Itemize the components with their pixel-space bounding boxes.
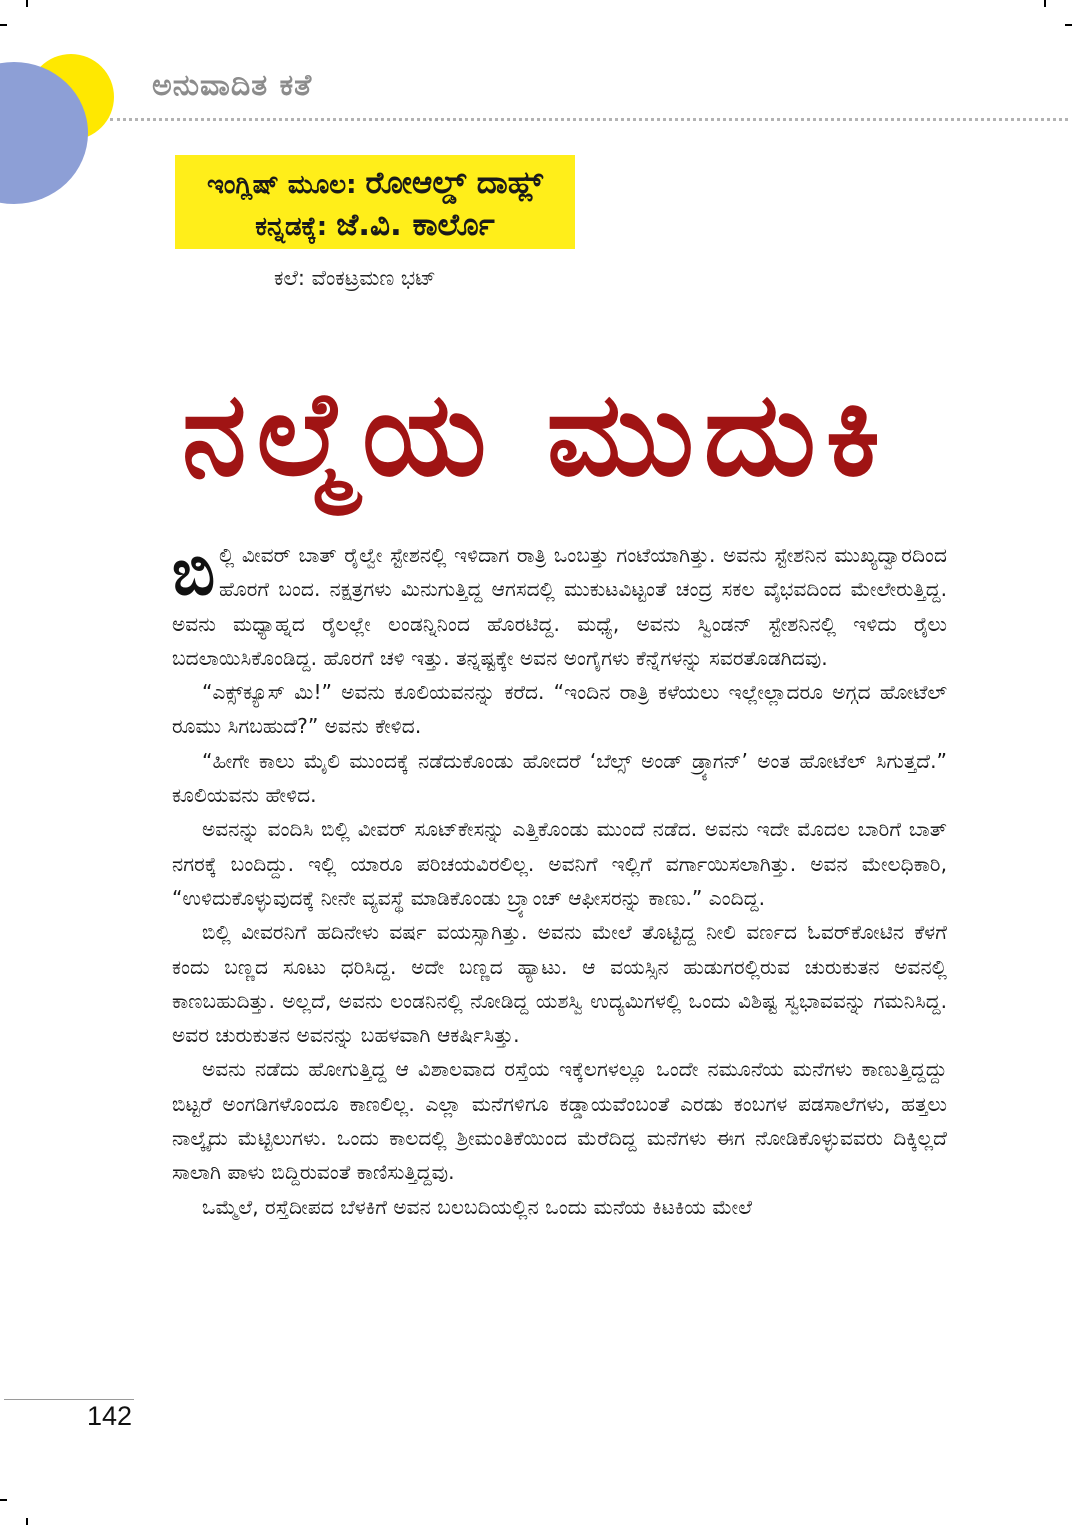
art-credit: ಕಲೆ: ವೆಂಕಟ್ರಮಣ ಭಟ್ [274, 266, 436, 290]
crop-mark [26, 0, 28, 7]
crop-mark [0, 1499, 7, 1501]
crop-mark [0, 24, 7, 26]
crop-mark [26, 1518, 28, 1525]
original-credit [175, 163, 575, 205]
page-number: 142 [87, 1401, 133, 1431]
paragraph: “ಎಕ್ಸ್‌ಕ್ಯೂಸ್ ಮಿ!” ಅವನು ಕೂಲಿಯವನನ್ನು ಕರೆದ. “ಇಂದಿನ ರಾತ್ರಿ ಕಳೆಯಲು ಇಲ್ಲೇಲ್ಲಾದರೂ ಅಗ್ಗದ ಹೋಟೆಲ್ ರೂಮು ಸಿಗಬಹುದೆ?” ಅವನು ಕೇಳಿದ. [172, 680, 947, 739]
dotted-divider [110, 118, 1068, 121]
drop-cap: ಬಿ [172, 536, 216, 610]
section-label: ಅನುವಾದಿತ ಕತೆ [152, 68, 313, 103]
paragraph-text: ಲ್ಲಿ ವೀವರ್ ಬಾತ್ ರೈಲ್ವೇ ಸ್ಟೇಶನಲ್ಲಿ ಇಳಿದಾಗ ರಾತ್ರಿ ಒಂಬತ್ತು ಗಂಟೆಯಾಗಿತ್ತು. ಅವನು ಸ್ಟೇಶನಿನ ಮುಖ್ಯದ್ವಾರದಿಂದ ಹೊರಗೆ ಬಂದ. ನಕ್ಷತ್ರಗಳು ಮಿನುಗುತ್ತಿದ್ದ ಆಗಸದಲ್ಲಿ ಮುಕುಟವಿಟ್ಟಂತೆ ಚಂದ್ರ ಸಕಲ ವೈಭವದಿಂದ ಮೇಲೇರುತ್ತಿದ್ದ. ಅವನು ಮಧ್ಯಾಹ್ನದ ರೈಲಲ್ಲೇ ಲಂಡನ್ನಿನಿಂದ ಹೊರಟಿದ್ದ. ಮಧ್ಯೆ, ಅವನು ಸ್ವಿಂಡನ್ ಸ್ಟೇಶನಿನಲ್ಲಿ ಇಳಿದು ರೈಲು ಬದಲಾಯಿಸಿಕೊಂಡಿದ್ದ. ಹೊರಗೆ ಚಳಿ ಇತ್ತು. ತನ್ನಷ್ಟಕ್ಕೇ ಅವನ ಅಂಗೈಗಳು ಕೆನ್ನೆಗಳನ್ನು ಸವರತೊಡಗಿದವು. [172, 543, 947, 670]
paragraph: ಅವನು ನಡೆದು ಹೋಗುತ್ತಿದ್ದ ಆ ವಿಶಾಲವಾದ ರಸ್ತೆಯ ಇಕ್ಕೆಲಗಳಲ್ಲೂ ಒಂದೇ ನಮೂನೆಯ ಮನೆಗಳು ಕಾಣುತ್ತಿದ್ದದ್ದು ಬಿಟ್ಟರೆ ಅಂಗಡಿಗಳೊಂದೂ ಕಾಣಲಿಲ್ಲ. ಎಲ್ಲಾ ಮನೆಗಳಿಗೂ ಕಡ್ಡಾಯವೆಂಬಂತೆ ಎರಡು ಕಂಬಗಳ ಪಡಸಾಲೆಗಳು, ಹತ್ತಲು ನಾಲ್ಕೈದು ಮೆಟ್ಟಿಲುಗಳು. ಒಂದು ಕಾಲದಲ್ಲಿ ಶ್ರೀಮಂತಿಕೆಯಿಂದ ಮೆರೆದಿದ್ದ ಮನೆಗಳು ಈಗ ನೋಡಿಕೊಳ್ಳುವವರು ದಿಕ್ಕಿಲ್ಲದೆ ಸಾಲಾಗಿ ಪಾಳು ಬಿದ್ದಿರುವಂತೆ ಕಾಣಿಸುತ್ತಿದ್ದವು. [172, 1057, 947, 1185]
story-body [172, 538, 947, 1224]
crop-mark [1044, 0, 1046, 7]
original-prefix: ಇಂಗ್ಲಿಷ್ ಮೂಲ: [207, 170, 357, 200]
page-number-rule [4, 1399, 134, 1400]
translator-credit [175, 205, 575, 247]
paragraph: ಅವನನ್ನು ವಂದಿಸಿ ಬಿಲ್ಲಿ ವೀವರ್ ಸೂಟ್‌ಕೇಸನ್ನು ಎತ್ತಿಕೊಂಡು ಮುಂದೆ ನಡೆದ. ಅವನು ಇದೇ ಮೊದಲ ಬಾರಿಗೆ ಬಾತ್ ನಗರಕ್ಕೆ ಬಂದಿದ್ದು. ಇಲ್ಲಿ ಯಾರೂ ಪರಿಚಯವಿರಲಿಲ್ಲ. ಅವನಿಗೆ ಇಲ್ಲಿಗೆ ವರ್ಗಾಯಿಸಲಾಗಿತ್ತು. ಅವನ ಮೇಲಧಿಕಾರಿ, “ಉಳಿದುಕೊಳ್ಳುವುದಕ್ಕೆ ನೀನೇ ವ್ಯವಸ್ಥೆ ಮಾಡಿಕೊಂಡು ಬ್ರ್ಯಾಂಚ್ ಆಫೀಸರನ್ನು ಕಾಣು.” ಎಂದಿದ್ದ. [172, 817, 947, 910]
translation-prefix: ಕನ್ನಡಕ್ಕೆ: [255, 212, 328, 242]
paragraph: “ಹೀಗೇ ಕಾಲು ಮೈಲಿ ಮುಂದಕ್ಕೆ ನಡೆದುಕೊಂಡು ಹೋದರೆ ‘ಬೆಲ್ಸ್ ಅಂಡ್ ಡ್ರ್ಯಾಗನ್’ ಅಂತ ಹೋಟೆಲ್ ಸಿಗುತ್ತದೆ.” ಕೂಲಿಯವನು ಹೇಳಿದ. [172, 748, 947, 808]
credit-box [175, 155, 575, 249]
paragraph: ಬಿಲ್ಲಿ ವೀವರನಿಗೆ ಹದಿನೇಳು ವರ್ಷ ವಯಸ್ಸಾಗಿತ್ತು. ಅವನು ಮೇಲೆ ತೊಟ್ಟಿದ್ದ ನೀಲಿ ವರ್ಣದ ಓವರ್‌ಕೋಟಿನ ಕೆಳಗೆ ಕಂದು ಬಣ್ಣದ ಸೂಟು ಧರಿಸಿದ್ದ. ಅದೇ ಬಣ್ಣದ ಹ್ಯಾಟು. ಆ ವಯಸ್ಸಿನ ಹುಡುಗರಲ್ಲಿರುವ ಚುರುಕುತನ ಅವನಲ್ಲಿ ಕಾಣಬಹುದಿತ್ತು. ಅಲ್ಲದೆ, ಅವನು ಲಂಡನಿನಲ್ಲಿ ನೋಡಿದ್ದ ಯಶಸ್ವಿ ಉದ್ಯಮಿಗಳಲ್ಲಿ ಒಂದು ವಿಶಿಷ್ಟ ಸ್ವಭಾವವನ್ನು ಗಮನಿಸಿದ್ದ. ಅವರ ಚುರುಕುತನ ಅವನನ್ನು ಬಹಳವಾಗಿ ಆಕರ್ಷಿಸಿತ್ತು. [172, 920, 947, 1048]
paragraph: ಒಮ್ಮೆಲೆ, ರಸ್ತೆದೀಪದ ಬೆಳಕಿಗೆ ಅವನ ಬಲಬದಿಯಲ್ಲಿನ ಒಂದು ಮನೆಯ ಕಿಟಕಿಯ ಮೇಲೆ [202, 1194, 753, 1219]
original-author: ರೋಆಲ್ಡ್ ದಾಹ್ಲ್ [365, 165, 543, 201]
story-title: ನಲ್ಮೆಯ ಮುದುಕಿ [181, 367, 891, 502]
crop-mark [1065, 24, 1072, 26]
paragraph [172, 538, 947, 675]
translator-name: ಜೆ.ವಿ. ಕಾರ್ಲೊ [336, 207, 495, 243]
